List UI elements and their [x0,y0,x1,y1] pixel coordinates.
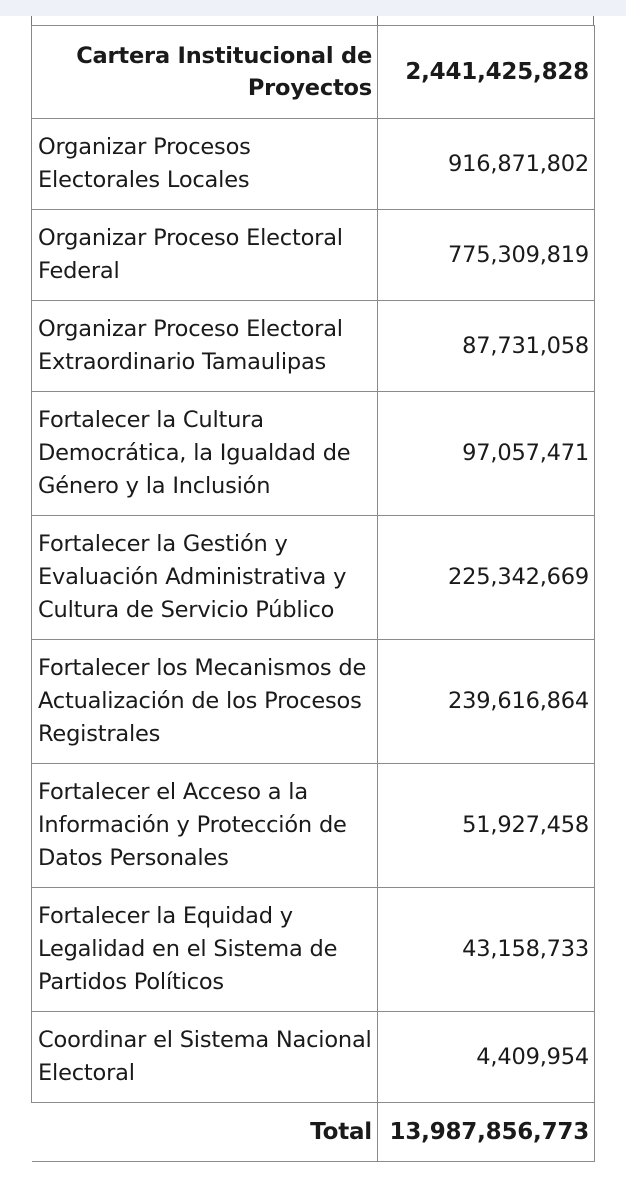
project-amount-cell: 775,309,819 [378,210,595,301]
project-amount-cell: 239,616,864 [378,640,595,764]
table-row [32,888,595,1012]
project-name-cell: Organizar Proceso Electoral Extraordinario Tamaulipas [32,301,378,392]
table-row [32,764,595,888]
table-row [32,301,595,392]
table-row [32,119,595,210]
project-name-cell: Organizar Proceso Electoral Federal [32,210,378,301]
total-label: Total [32,1103,378,1162]
total-row [32,1103,595,1162]
table-row [32,210,595,301]
header-amount-cell: 2,441,425,828 [378,26,595,119]
project-name-cell: Organizar Procesos Electorales Locales [32,119,378,210]
table-row [32,392,595,516]
project-amount-cell: 916,871,802 [378,119,595,210]
project-name-cell: Coordinar el Sistema Nacional Electoral [32,1012,378,1103]
project-amount-cell: 97,057,471 [378,392,595,516]
project-name-cell: Fortalecer los Mecanismos de Actualización de los Procesos Registrales [32,640,378,764]
budget-table [31,25,595,1162]
table-header-row [32,26,595,119]
table-row [32,640,595,764]
top-band [0,0,626,16]
project-amount-cell: 225,342,669 [378,516,595,640]
project-name-cell: Fortalecer la Equidad y Legalidad en el Sistema de Partidos Políticos [32,888,378,1012]
project-name-cell: Fortalecer la Cultura Democrática, la Igualdad de Género y la Inclusión [32,392,378,516]
table-row [32,516,595,640]
total-amount: 13,987,856,773 [378,1103,595,1162]
project-amount-cell: 87,731,058 [378,301,595,392]
project-name-cell: Fortalecer la Gestión y Evaluación Administrativa y Cultura de Servicio Público [32,516,378,640]
project-amount-cell: 4,409,954 [378,1012,595,1103]
table-row [32,1012,595,1103]
project-name-cell: Fortalecer el Acceso a la Información y Protección de Datos Personales [32,764,378,888]
project-amount-cell: 51,927,458 [378,764,595,888]
header-name-cell: Cartera Institucional de Proyectos [32,26,378,119]
project-amount-cell: 43,158,733 [378,888,595,1012]
